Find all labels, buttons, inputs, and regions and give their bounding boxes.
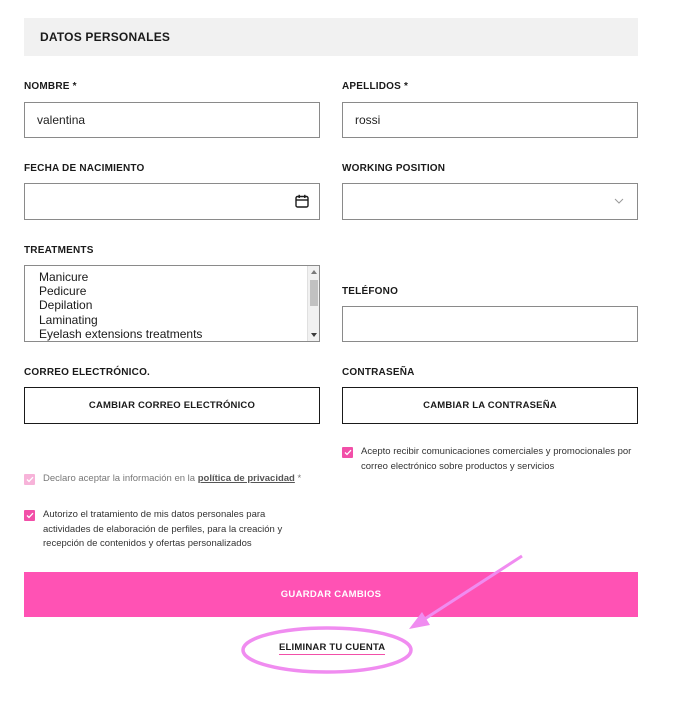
treatment-option-manicure[interactable]: Manicure — [39, 270, 89, 284]
section-title: DATOS PERSONALES — [40, 30, 171, 44]
fecha-nacimiento-label: FECHA DE NACIMIENTO — [24, 163, 145, 174]
comunicaciones-checkbox[interactable] — [342, 447, 353, 458]
treatments-scrollbar[interactable] — [307, 266, 319, 341]
fecha-nacimiento-input[interactable] — [24, 183, 320, 220]
treatments-label: TREATMENTS — [24, 245, 94, 256]
scroll-up-icon[interactable] — [311, 269, 317, 275]
contrasena-label: CONTRASEÑA — [342, 367, 415, 378]
scroll-down-icon[interactable] — [311, 332, 317, 338]
consent-perfiles — [24, 508, 314, 552]
section-header — [24, 18, 638, 56]
treatment-option-pedicure[interactable]: Pedicure — [39, 284, 87, 299]
privacidad-checkbox[interactable] — [24, 474, 35, 485]
privacidad-suffix: * — [294, 473, 302, 484]
save-changes-button[interactable]: GUARDAR CAMBIOS — [24, 572, 638, 617]
privacy-policy-link[interactable]: política de privacidad — [197, 473, 295, 484]
nombre-input[interactable] — [24, 102, 320, 138]
treatments-listbox[interactable] — [24, 265, 320, 342]
telefono-label: TELÉFONO — [342, 286, 399, 297]
consent-comunicaciones — [342, 445, 632, 474]
calendar-icon[interactable] — [295, 194, 309, 208]
working-position-label: WORKING POSITION — [342, 163, 446, 174]
privacidad-prefix: Declaro aceptar la información en la — [43, 473, 198, 484]
working-position-value[interactable] — [342, 183, 638, 220]
privacidad-text — [43, 472, 301, 487]
fecha-nacimiento-field — [24, 183, 320, 220]
treatment-option-depilation[interactable]: Depilation — [39, 298, 93, 313]
change-password-button[interactable]: CAMBIAR LA CONTRASEÑA — [342, 387, 638, 424]
check-icon — [344, 449, 352, 456]
scroll-thumb[interactable] — [310, 280, 318, 306]
working-position-select[interactable] — [342, 183, 638, 220]
check-icon — [26, 476, 34, 483]
correo-label: CORREO ELECTRÓNICO. — [24, 367, 151, 378]
perfiles-checkbox[interactable] — [24, 510, 35, 521]
apellidos-input[interactable] — [342, 102, 638, 138]
apellidos-label: APELLIDOS * — [342, 81, 409, 92]
consent-privacidad — [24, 472, 324, 487]
telefono-input[interactable] — [342, 306, 638, 342]
nombre-label: NOMBRE * — [24, 81, 77, 92]
chevron-down-icon — [614, 197, 624, 205]
perfiles-text: Autorizo el tratamiento de mis datos personales para actividades de elaboración de perfiles, para la creación y recepción de contenidos y ofertas personalizados — [43, 509, 283, 549]
treatment-option-eyelash[interactable]: Eyelash extensions treatments — [39, 326, 203, 341]
treatment-option-laminating[interactable]: Laminating — [39, 312, 98, 327]
change-email-button[interactable]: CAMBIAR CORREO ELECTRÓNICO — [24, 387, 320, 424]
check-icon — [26, 512, 34, 519]
comunicaciones-text: Acepto recibir comunicaciones comerciales y promocionales por correo electrónico sobre productos y servicios — [361, 446, 632, 472]
delete-account-link[interactable]: ELIMINAR TU CUENTA — [279, 642, 386, 653]
